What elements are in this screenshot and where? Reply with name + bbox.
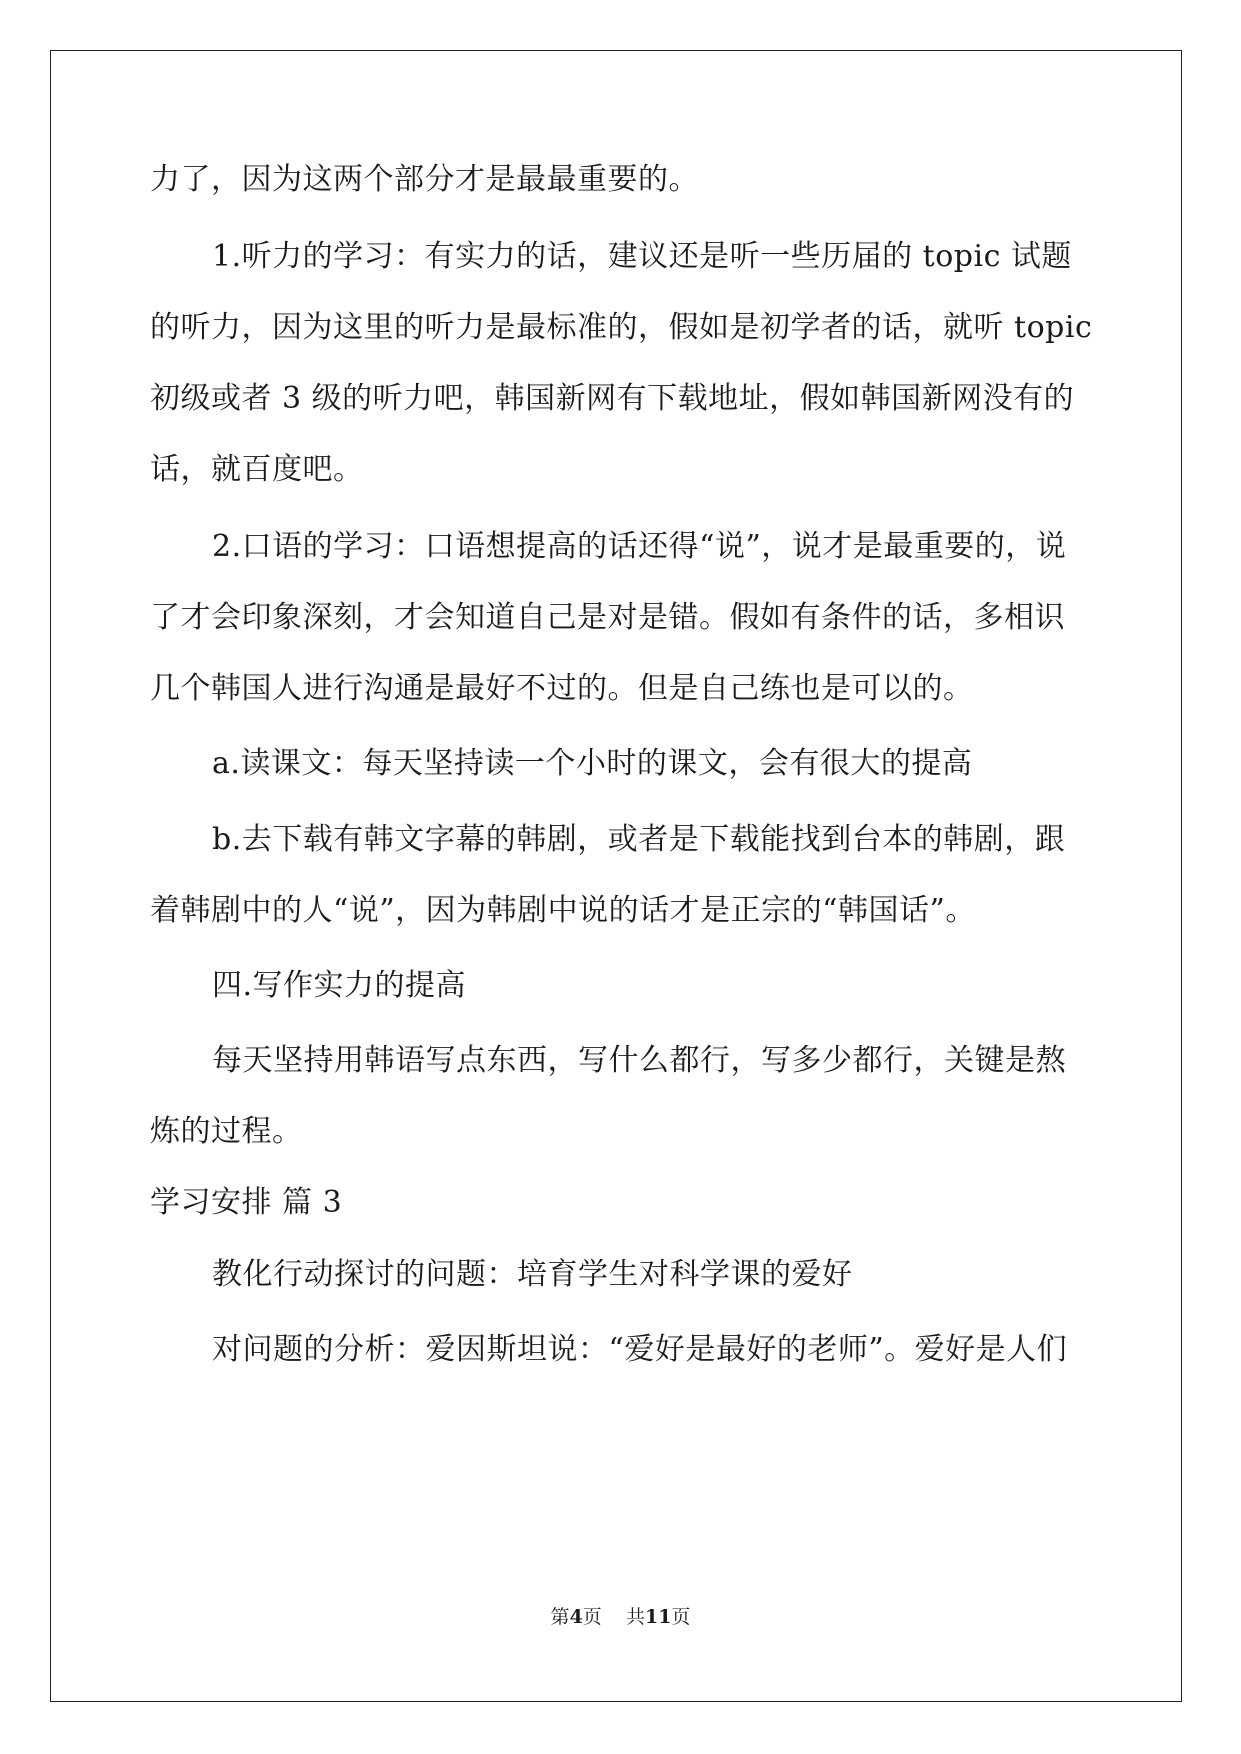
paragraph-line: 2.口语的学习：口语想提高的话还得“说”，说才是最重要的，说 bbox=[212, 529, 1067, 564]
paragraph-line: 教化行动探讨的问题：培育学生对科学课的爱好 bbox=[212, 1257, 853, 1292]
footer-middle: 页 共 bbox=[582, 1606, 645, 1628]
total-page-count: 11 bbox=[644, 1606, 672, 1628]
paragraph-line: a.读课文：每天坚持读一个小时的课文，会有很大的提高 bbox=[212, 746, 973, 781]
paragraph-line: 几个韩国人进行沟通是最好不过的。但是自己练也是可以的。 bbox=[150, 671, 974, 706]
paragraph-line: b.去下载有韩文字幕的韩剧，或者是下载能找到台本的韩剧，跟 bbox=[212, 822, 1066, 857]
paragraph-line: 炼的过程。 bbox=[150, 1114, 303, 1149]
article-title: 学习安排 篇 3 bbox=[150, 1185, 343, 1220]
paragraph-line: 了才会印象深刻，才会知道自己是对是错。假如有条件的话，多相识 bbox=[150, 600, 1065, 635]
footer-prefix: 第 bbox=[550, 1606, 570, 1628]
paragraph-line: 的听力，因为这里的听力是最标准的，假如是初学者的话，就听 topic bbox=[150, 310, 1093, 345]
paragraph-line: 初级或者 3 级的听力吧，韩国新网有下载地址，假如韩国新网没有的 bbox=[150, 381, 1075, 416]
section-heading: 四.写作实力的提高 bbox=[212, 968, 467, 1003]
paragraph-line: 每天坚持用韩语写点东西，写什么都行，写多少都行，关键是熬 bbox=[212, 1043, 1066, 1078]
footer-suffix: 页 bbox=[671, 1606, 691, 1628]
paragraph-line: 着韩剧中的人“说”，因为韩剧中说的话才是正宗的“韩国话”。 bbox=[150, 893, 976, 928]
current-page-number: 4 bbox=[569, 1606, 583, 1628]
paragraph-line: 力了，因为这两个部分才是最最重要的。 bbox=[150, 162, 699, 197]
paragraph-line: 话，就百度吧。 bbox=[150, 452, 364, 487]
page-border bbox=[50, 50, 1182, 1702]
paragraph-line: 对问题的分析：爱因斯坦说：“爱好是最好的老师”。爱好是人们 bbox=[212, 1332, 1068, 1367]
paragraph-line: 1.听力的学习：有实力的话，建议还是听一些历届的 topic 试题 bbox=[212, 239, 1072, 274]
page-footer bbox=[0, 1605, 1241, 1629]
